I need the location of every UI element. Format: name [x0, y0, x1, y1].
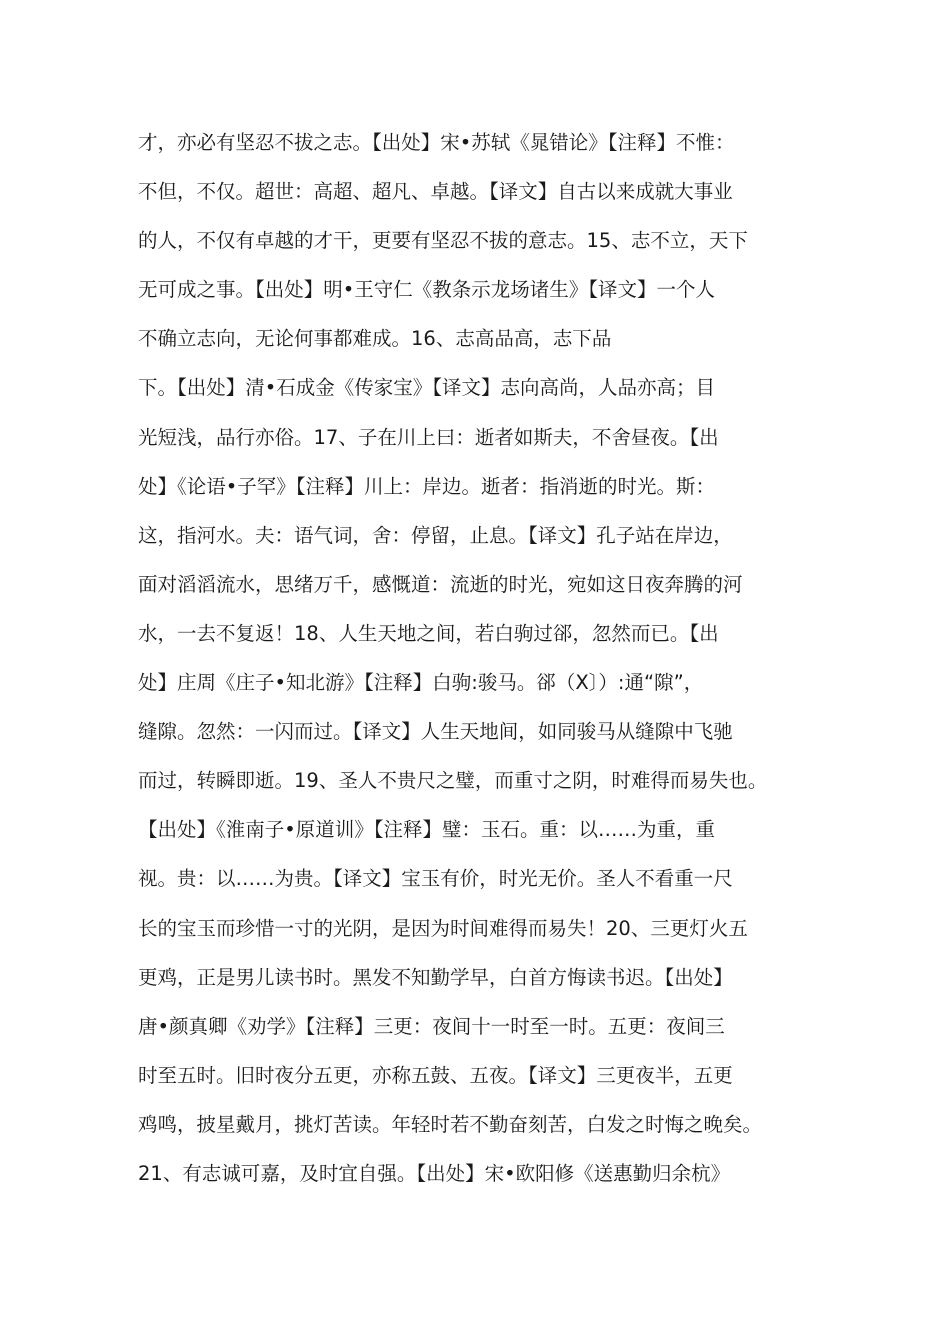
text-line: 的人，不仅有卓越的才干，更要有坚忍不拔的意志。15、志不立，天下	[138, 229, 748, 253]
text-line: 【出处】《淮南子•原道训》【注释】璧：玉石。重：以……为重，重	[138, 818, 716, 842]
text-line: 缝隙。忽然：一闪而过。【译文】人生天地间，如同骏马从缝隙中飞驰	[138, 720, 733, 744]
text-line: 才，亦必有坚忍不拔之志。【出处】宋•苏轼《晁错论》【注释】不惟：	[138, 131, 735, 154]
text-line: 更鸡，正是男儿读书时。黑发不知勤学早，白首方悔读书迟。【出处】	[138, 965, 733, 989]
text-line: 无可成之事。【出处】明•王守仁《教条示龙场诸生》【译文】一个人	[138, 278, 716, 302]
text-line: 处】《论语•子罕》【注释】川上：岸边。逝者：指消逝的时光。斯：	[138, 474, 716, 498]
text-line: 唐•颜真卿《劝学》【注释】三更：夜间十一时至一时。五更：夜间三	[138, 1014, 725, 1038]
text-line: 这，指河水。夫：语气词，舍：停留，止息。【译文】孔子站在岸边，	[138, 523, 733, 547]
text-line: 而过，转瞬即逝。19、圣人不贵尺之璧，而重寸之阴，时难得而易失也。	[138, 769, 768, 793]
text-line: 光短浅，品行亦俗。17、子在川上曰：逝者如斯夫，不舍昼夜。【出	[138, 425, 719, 449]
text-line: 不但，不仅。超世：高超、超凡、卓越。【译文】自古以来成就大事业	[138, 180, 733, 204]
text-line: 下。【出处】清•石成金《传家宝》【译文】志向高尚，人品亦高；目	[138, 376, 716, 400]
text-line: 处】庄周《庄子•知北游》【注释】白驹:骏马。郤（X〕）:通“隙”，	[138, 671, 704, 695]
text-line: 长的宝玉而珍惜一寸的光阴，是因为时间难得而易失！20、三更灯火五	[138, 916, 748, 940]
text-line: 不确立志向，无论何事都难成。16、志高品高，志下品	[138, 327, 612, 351]
text-line: 水，一去不复返！18、人生天地之间，若白驹过郤，忽然而已。【出	[138, 621, 719, 645]
text-line: 面对滔滔流水，思绪万千，感慨道：流逝的时光，宛如这日夜奔腾的河	[138, 572, 743, 596]
text-line: 视。贵：以……为贵。【译文】宝玉有价，时光无价。圣人不看重一尺	[138, 867, 733, 891]
text-line: 鸡鸣，披星戴月，挑灯苦读。年轻时若不勤奋刻苦，白发之时悔之晚矣。	[138, 1112, 763, 1136]
document-body	[138, 118, 828, 1198]
text-line: 时至五时。旧时夜分五更，亦称五鼓、五夜。【译文】三更夜半，五更	[138, 1063, 733, 1087]
text-line: 21、有志诚可嘉，及时宜自强。【出处】宋•欧阳修《送惠勤归余杭》	[138, 1161, 731, 1185]
